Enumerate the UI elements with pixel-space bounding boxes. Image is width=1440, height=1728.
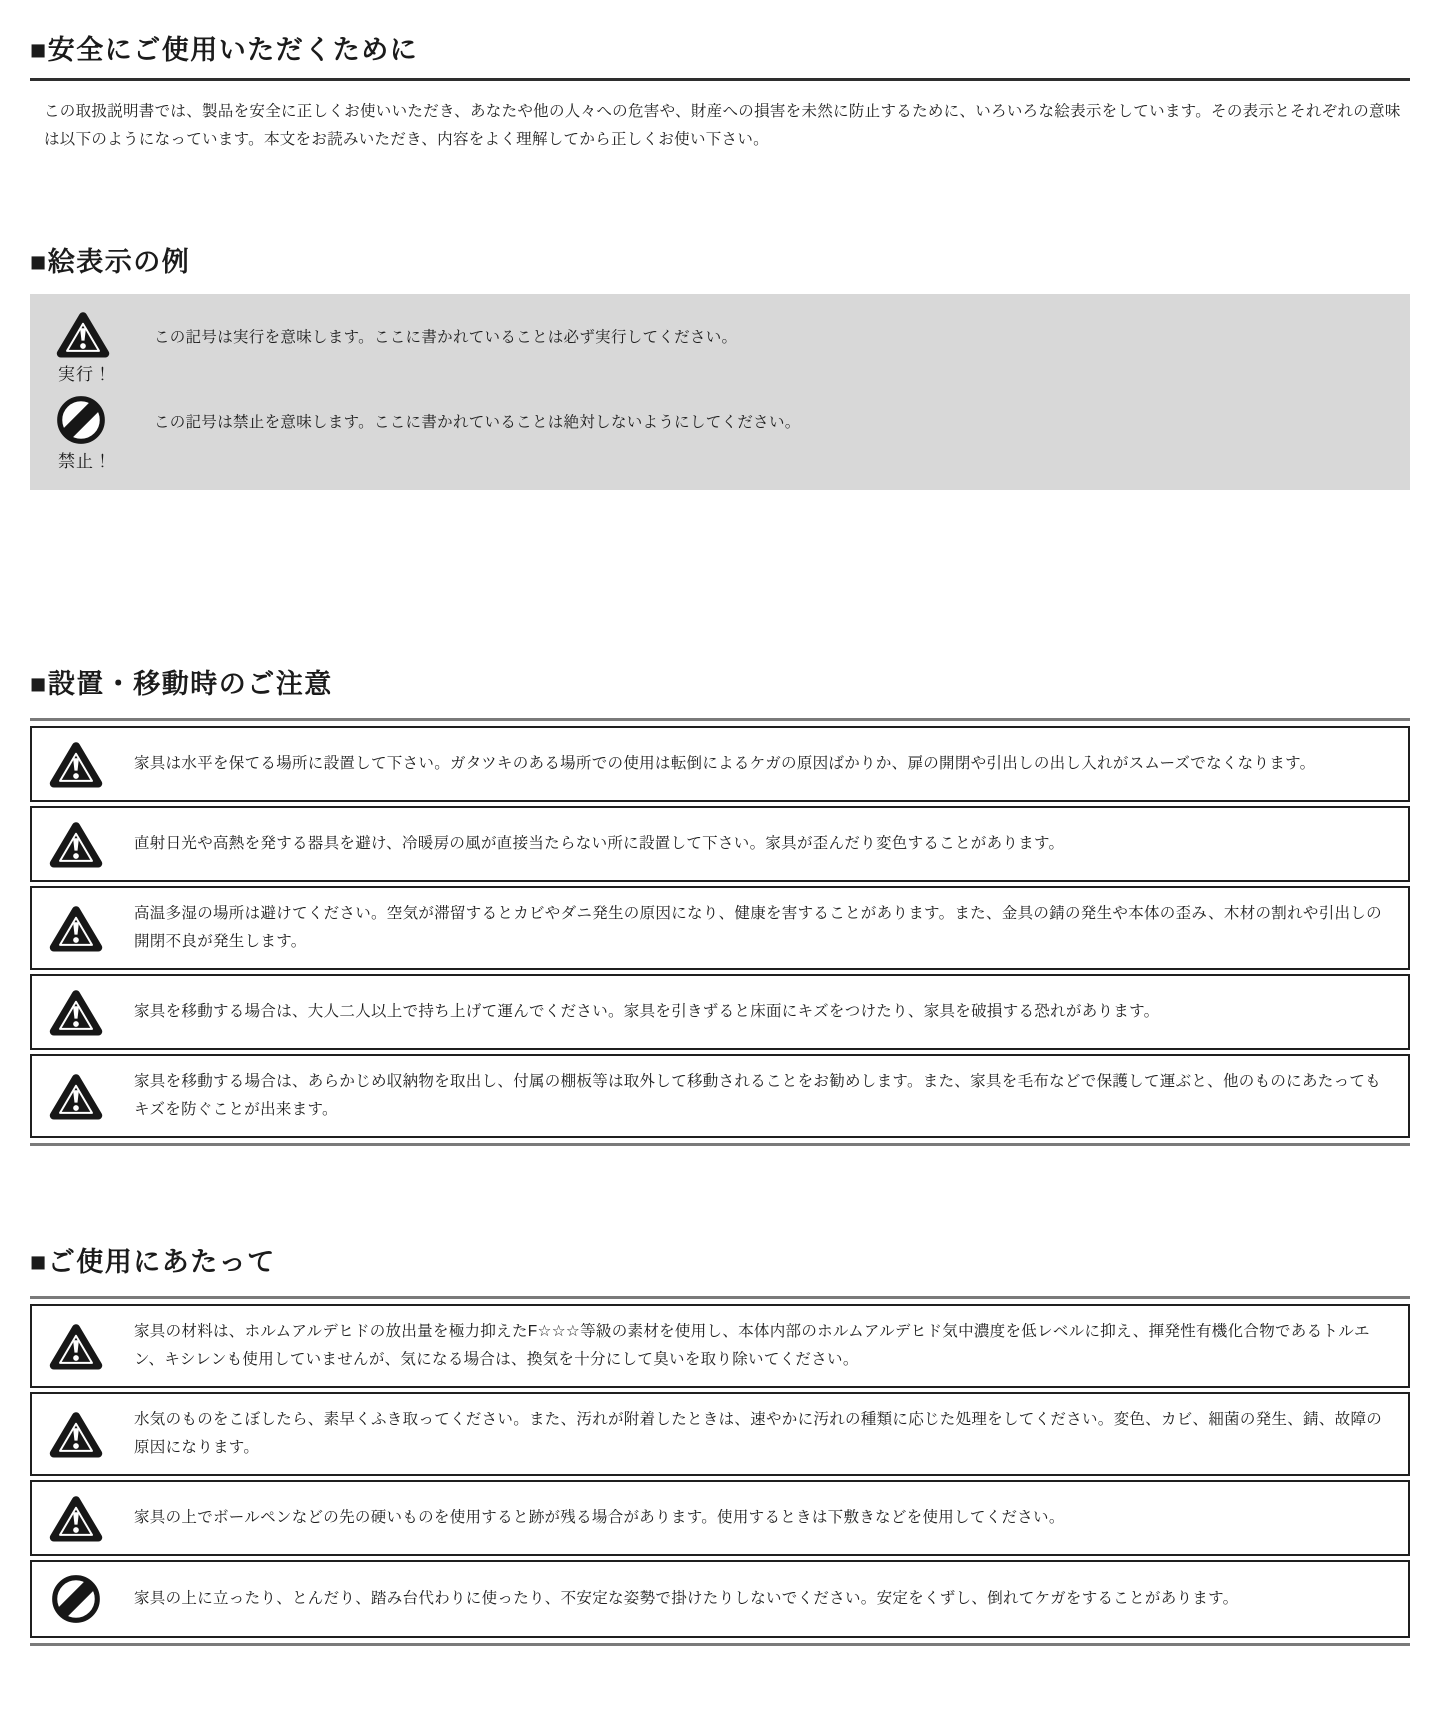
- caution-row-icon: [44, 820, 108, 868]
- caution-row-icon: [44, 1322, 108, 1370]
- caution-row-icon: [44, 904, 108, 952]
- caution-row: [30, 726, 1410, 802]
- caution-row: [30, 1480, 1410, 1556]
- caution-row: [30, 1392, 1410, 1476]
- section-title-install: ■設置・移動時のご注意: [30, 669, 333, 699]
- caution-row-text: 直射日光や高熱を発する器具を避け、冷暖房の風が直接当たらない所に設置して下さい。家具が歪んだり変色することがあります。: [134, 835, 1065, 852]
- caution-row: [30, 1054, 1410, 1138]
- warning-triangle-icon: [49, 1322, 103, 1370]
- caution-row-icon: [44, 1494, 108, 1542]
- legend-icon: [56, 395, 106, 445]
- prohibition-icon: [51, 1574, 101, 1624]
- prohibition-icon: [56, 395, 106, 445]
- warning-triangle-icon: [49, 988, 103, 1036]
- caution-row-text: 水気のものをこぼしたら、素早くふき取ってください。また、汚れが附着したときは、速やかに汚れの種類に応じた処理をしてください。変色、カビ、細菌の発生、錆、故障の原因になります。: [134, 1411, 1383, 1456]
- caution-row: [30, 1304, 1410, 1388]
- caution-row-icon: [44, 988, 108, 1036]
- section-title-legend: ■絵表示の例: [30, 247, 191, 277]
- caution-row-icon: [44, 1574, 108, 1624]
- caution-row-icon: [44, 740, 108, 788]
- caution-row-icon: [44, 1410, 108, 1458]
- caution-row-text: 家具の上に立ったり、とんだり、踏み台代わりに使ったり、不安定な姿勢で掛けたりしないでください。安定をくずし、倒れてケガをすることがあります。: [134, 1590, 1239, 1607]
- legend-item: [52, 395, 1386, 472]
- caution-row-text: 高温多湿の場所は避けてください。空気が滞留するとカビやダニ発生の原因になり、健康を害することがあります。また、金具の錆の発生や本体の歪み、木材の割れや引出しの開閉不良が発生します。: [134, 905, 1382, 950]
- caution-row: [30, 886, 1410, 970]
- usage-cautions-table: [30, 1296, 1410, 1646]
- install-cautions-table: [30, 718, 1410, 1146]
- warning-triangle-icon: [49, 1410, 103, 1458]
- section-title-safety: ■安全にご使用いただくために: [30, 35, 419, 65]
- caution-row: [30, 806, 1410, 882]
- section-title-usage: ■ご使用にあたって: [30, 1247, 276, 1277]
- caution-row: [30, 1560, 1410, 1638]
- caution-row-text: 家具の材料は、ホルムアルデヒドの放出量を極力抑えたF☆☆☆等級の素材を使用し、本体内部のホルムアルデヒド気中濃度を低レベルに抑え、揮発性有機化合物であるトルエン、キシレンも使用していませんが、気になる場合は、換気を十分にして臭いを取り除いてください。: [134, 1323, 1370, 1368]
- warning-triangle-icon: [56, 310, 110, 358]
- legend-box: [30, 294, 1410, 490]
- legend-item-text: この記号は禁止を意味します。ここに書かれていることは絶対しないようにしてください。: [154, 414, 801, 431]
- caution-row-icon: [44, 1072, 108, 1120]
- warning-triangle-icon: [49, 740, 103, 788]
- legend-icon-label: 禁止！: [58, 452, 112, 471]
- caution-row-text: 家具の上でボールペンなどの先の硬いものを使用すると跡が残る場合があります。使用するときは下敷きなどを使用してください。: [134, 1509, 1065, 1526]
- legend-icon-label: 実行！: [58, 365, 112, 384]
- caution-row-text: 家具は水平を保てる場所に設置して下さい。ガタツキのある場所での使用は転倒によるケガの原因ばかりか、扉の開閉や引出しの出し入れがスムーズでなくなります。: [134, 755, 1316, 772]
- legend-icon-column: [52, 395, 154, 472]
- legend-icon-column: [52, 310, 154, 385]
- title-underline: [30, 78, 1410, 81]
- caution-row-text: 家具を移動する場合は、あらかじめ収納物を取出し、付属の棚板等は取外して移動されることをお勧めします。また、家具を毛布などで保護して運ぶと、他のものにあたってもキズを防ぐことが出来ます。: [134, 1073, 1381, 1118]
- warning-triangle-icon: [49, 1494, 103, 1542]
- legend-icon: [56, 310, 110, 358]
- warning-triangle-icon: [49, 904, 103, 952]
- warning-triangle-icon: [49, 1072, 103, 1120]
- caution-row: [30, 974, 1410, 1050]
- legend-item-text: この記号は実行を意味します。ここに書かれていることは必ず実行してください。: [154, 329, 738, 346]
- caution-row-text: 家具を移動する場合は、大人二人以上で持ち上げて運んでください。家具を引きずると床面にキズをつけたり、家具を破損する恐れがあります。: [134, 1003, 1160, 1020]
- warning-triangle-icon: [49, 820, 103, 868]
- intro-paragraph: この取扱説明書では、製品を安全に正しくお使いいただき、あなたや他の人々への危害や、財産への損害を未然に防止するために、いろいろな絵表示をしています。その表示とそれぞれの意味は以下のようになっています。本文をお読みいただき、内容をよく理解してから正しくお使い下さい。: [44, 103, 1401, 148]
- legend-item: [52, 310, 1386, 385]
